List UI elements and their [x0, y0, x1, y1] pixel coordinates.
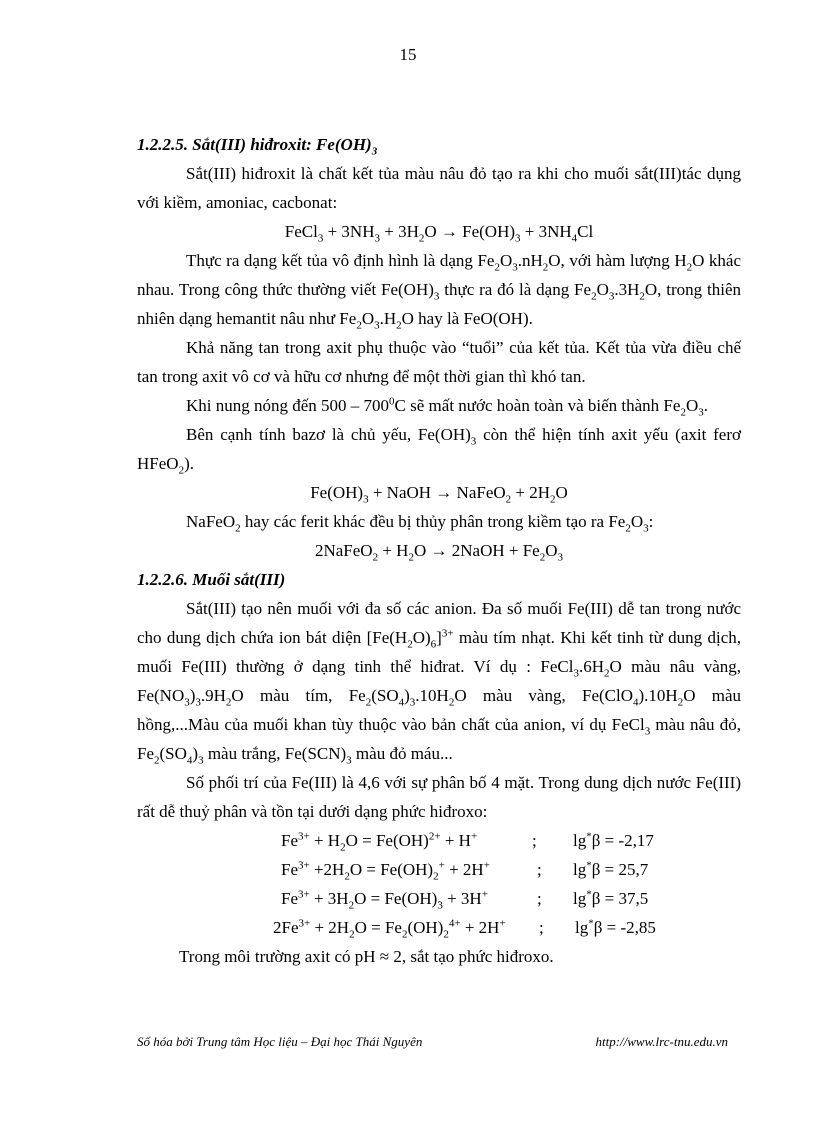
equation: FeCl$_3$ + $3NH_3 + 3H_2O \to Fe(OH)_3 + 3NH_4Cl$: [284, 222, 594, 245]
paragraph: Sắt(III) tạo nên muối với đa số các anion. Đa số muối Fe(III) dễ tan trong nước cho dung dịch chứa ion bát diện $[Fe(H_2O)_6]^{3+}$ màu tím nhạt. Khi kết tinh từ dung dịch, muối Fe(III) thường ở dạng tinh thể hiđrat. Ví dụ : $FeCl_3.6H_2O$ màu nâu vàng, $Fe(NO_3)_3.9H_2O$ màu tím, $Fe_2(SO_4)_3.10H_2O$ màu vàng, $Fe(ClO_4).10H_2O$ màu hồng,...Màu của muối khan tùy thuộc vào bản chất của anion, ví dụ FeCl$_3$ màu nâu đỏ, $Fe_2(SO_4)_3$ màu trắng, $Fe(SCN)_3$ màu đỏ máu...: [137, 599, 742, 767]
paragraph: Khi nung nóng đến $500 - 700^0C$ sẽ mất nước hoàn toàn và biến thành $Fe_2O_3$.: [186, 395, 708, 419]
section-heading-iron-salts: 1.2.2.6. Muối sắt(III): [137, 570, 286, 589]
hydrolysis-reaction: $2Fe^{3+} + 2H_2O = Fe_2(OH)_2^{4+} + 2H^+$ ; lg*β = -2,85: [273, 917, 656, 941]
paragraph: Bên cạnh tính bazơ là chủ yếu, $Fe(OH)_3$ còn thể hiện tính axit yếu (axit ferơ HFeO$_2$).: [137, 425, 741, 477]
paragraph: Sắt(III) hiđroxit là chất kết tủa màu nâu đỏ tạo ra khi cho muối sắt(III)tác dụng với kiềm, amoniac, cacbonat:: [137, 164, 741, 212]
paragraph: Thực ra dạng kết tủa vô định hình là dạng $Fe_2O_3.nH_2O$, với hàm lượng $H_2O$ khác nhau. Trong công thức thường viết $Fe(OH)_3$ thực ra đó là dạng $Fe_2O_3.3H_2O$, trong thiên nhiên dạng hemantit nâu như $Fe_2O_3.H_2O$ hay là FeO(OH).: [137, 251, 742, 332]
section-heading-iron-hydroxide: 1.2.2.5. Sắt(III) hiđroxit: $Fe(OH)_3$: [137, 135, 378, 158]
equation: $Fe(OH)_3$ + NaOH → NaFeO$_2$ + $2H_2O$: [310, 483, 568, 506]
paragraph: NaFeO$_2$ hay các ferit khác đều bị thủy phân trong kiềm tạo ra $Fe_2O_3$:: [186, 512, 654, 535]
footer-url[interactable]: http://www.lrc-tnu.edu.vn: [595, 1034, 728, 1049]
paragraph: Số phối trí của Fe(III) là 4,6 với sự phân bố 4 mặt. Trong dung dịch nước Fe(III) rất dễ thuỷ phân và tồn tại dưới dạng phức hiđroxo:: [137, 773, 741, 821]
page-number: 15: [399, 45, 417, 64]
hydrolysis-reaction: $Fe^{3+} +2H_2O = Fe(OH)_2^+ + 2H^+$ ; lg*β = 25,7: [281, 859, 649, 883]
equation: 2NaFeO$_2$ + $H_2O$ → 2NaOH + $Fe_2O_3$: [314, 541, 563, 564]
document-body: [137, 130, 741, 971]
paragraph: Khả năng tan trong axit phụ thuộc vào “tuổi” của kết tủa. Kết tủa vừa điều chế tan trong axit vô cơ và hữu cơ nhưng để một thời gian thì khó tan.: [137, 338, 741, 386]
footer-source: Số hóa bởi Trung tâm Học liệu – Đại học Thái Nguyên: [137, 1034, 423, 1049]
hydrolysis-reaction: $Fe^{3+} + H_2O = Fe(OH)^{2+} + H^+$ ; lg*β = -2,17: [281, 830, 654, 854]
paragraph: Trong môi trường axit có pH ≈ 2, sắt tạo phức hiđroxo.: [179, 947, 554, 966]
hydrolysis-reaction: $Fe^{3+} + 3H_2O = Fe(OH)_3 + 3H^+$ ; lg*β = 37,5: [281, 888, 649, 912]
